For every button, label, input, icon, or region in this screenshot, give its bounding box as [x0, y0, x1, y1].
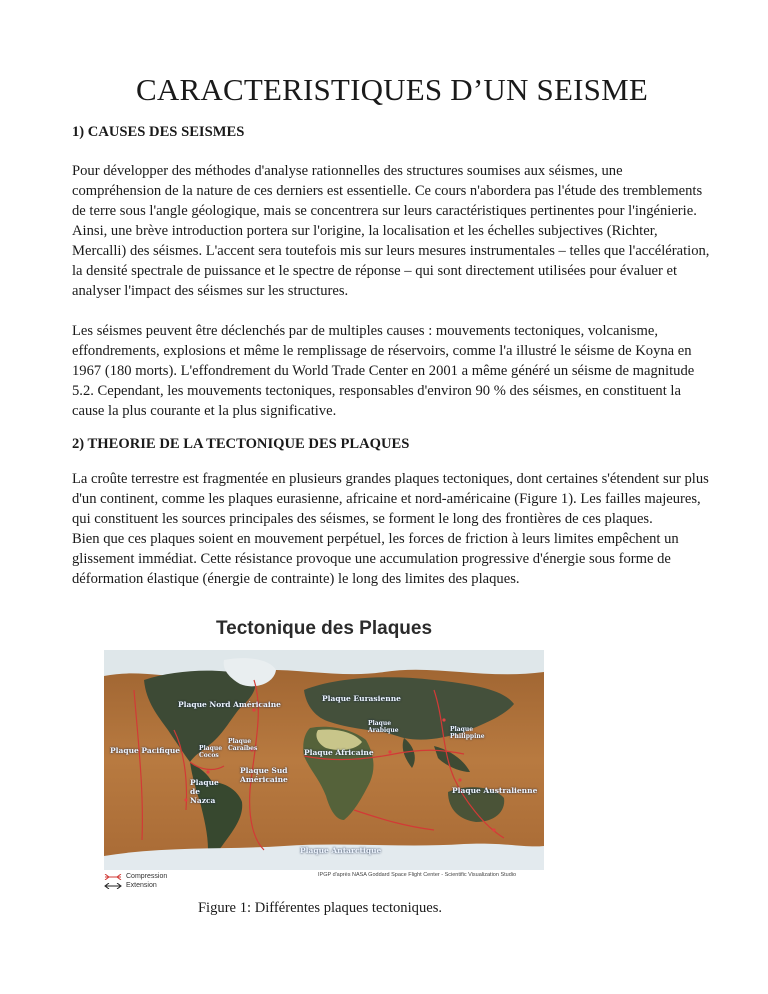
paragraph-text: Pour développer des méthodes d'analyse rationnelles des structures soumises aux séismes, une compréhension de la nature de ces derniers est essentielle. Ce cours n'abordera pas l'étude des tremblements de terre sous l'angle géologique, mais se concentrera sur leurs caractéristiques pertinentes pour l'ingénierie. Ainsi, une brève introduction portera sur l'origine, la localisation et les échelles subjectives (Richter, Mercalli) des séismes. L'accent sera toutefois mis sur leurs mesures instrumentales – telles que l'accélération, la densité spectrale de puissance et le spectre de réponse – qui sont directement utilisées pour évaluer et analyser l'impact des séismes sur les structures.: [72, 163, 710, 299]
map-legend: [104, 872, 167, 890]
section-heading-causes: 1) CAUSES DES SEISMES: [72, 124, 245, 140]
label-pacific-plate: Plaque Pacifique: [110, 746, 181, 755]
paragraph-text: Bien que ces plaques soient en mouvement perpétuel, les forces de friction à leurs limites empêchent un glissement immédiat. Cette résistance provoque une accumulation progressive d'énergie sous forme de déformation élastique (énergie de contrainte) le long des limites des plaques.: [72, 531, 679, 587]
label-south-american-plate: Plaque Sud Américaine: [240, 766, 288, 784]
label-caribbean-plate: Plaque Caraïbes: [228, 738, 258, 752]
paragraph-text: La croûte terrestre est fragmentée en plusieurs grandes plaques tectoniques, dont certaines s'étendent sur plus d'un continent, comme les plaques eurasienne, africaine et nord-américaine (Figure 1). Les failles majeures, qui constituent les sources principales des séismes, se forment le long des frontières de ces plaques.: [72, 471, 709, 527]
label-australian-plate: Plaque Australienne: [452, 786, 538, 795]
label-cocos-plate: Plaque Cocos: [199, 745, 223, 759]
figure-caption: Figure 1: Différentes plaques tectoniques.: [197, 900, 443, 916]
world-map: [104, 650, 544, 870]
paragraph-intro: [72, 161, 712, 301]
figure-tectonic-map: [104, 618, 544, 890]
map-drawing: [104, 650, 544, 870]
figure-title: Tectonique des Plaques: [215, 618, 433, 639]
paragraph-text: Les séismes peuvent être déclenchés par de multiples causes : mouvements tectoniques, volcanisme, effondrements, explosions et même le remplissage de réservoirs, comme l'a illustré le séisme de Koyna en 1967 (180 morts). L'effondrement du World Trade Center en 2001 a même généré un séisme de magnitude 5.2. Cependant, les mouvements tectoniques, responsables d'environ 90 % des séismes, en constituent la cause la plus courante et la plus significative.: [72, 323, 695, 419]
arctic-ice: [104, 650, 544, 677]
legend-compression-label: Compression: [126, 873, 168, 880]
label-arabian-plate: Plaque Arabique: [368, 720, 399, 734]
label-antarctic-plate: Plaque Antarctique: [300, 846, 382, 855]
label-african-plate: Plaque Africaine: [304, 748, 374, 757]
label-north-american-plate: Plaque Nord Américaine: [178, 700, 281, 709]
label-nazca-plate: Plaque de Nazca: [190, 778, 219, 805]
compression-arrows-icon: [104, 874, 122, 880]
map-credit: IPGP d'après NASA Goddard Space Flight Center - Scientific Visualization Studio: [318, 872, 517, 878]
paragraph-plates: [72, 469, 712, 589]
legend-extension: [104, 881, 167, 890]
legend-compression: [104, 872, 167, 881]
label-philippine-plate: Plaque Philippine: [450, 726, 485, 740]
page-title: CARACTERISTIQUES D’UN SEISME: [136, 72, 648, 107]
legend-extension-label: Extension: [126, 882, 157, 889]
section-heading-tectonics: 2) THEORIE DE LA TECTONIQUE DES PLAQUES: [72, 436, 410, 452]
label-eurasian-plate: Plaque Eurasienne: [322, 694, 401, 703]
extension-arrows-icon: [104, 883, 122, 889]
paragraph-causes: [72, 321, 712, 421]
